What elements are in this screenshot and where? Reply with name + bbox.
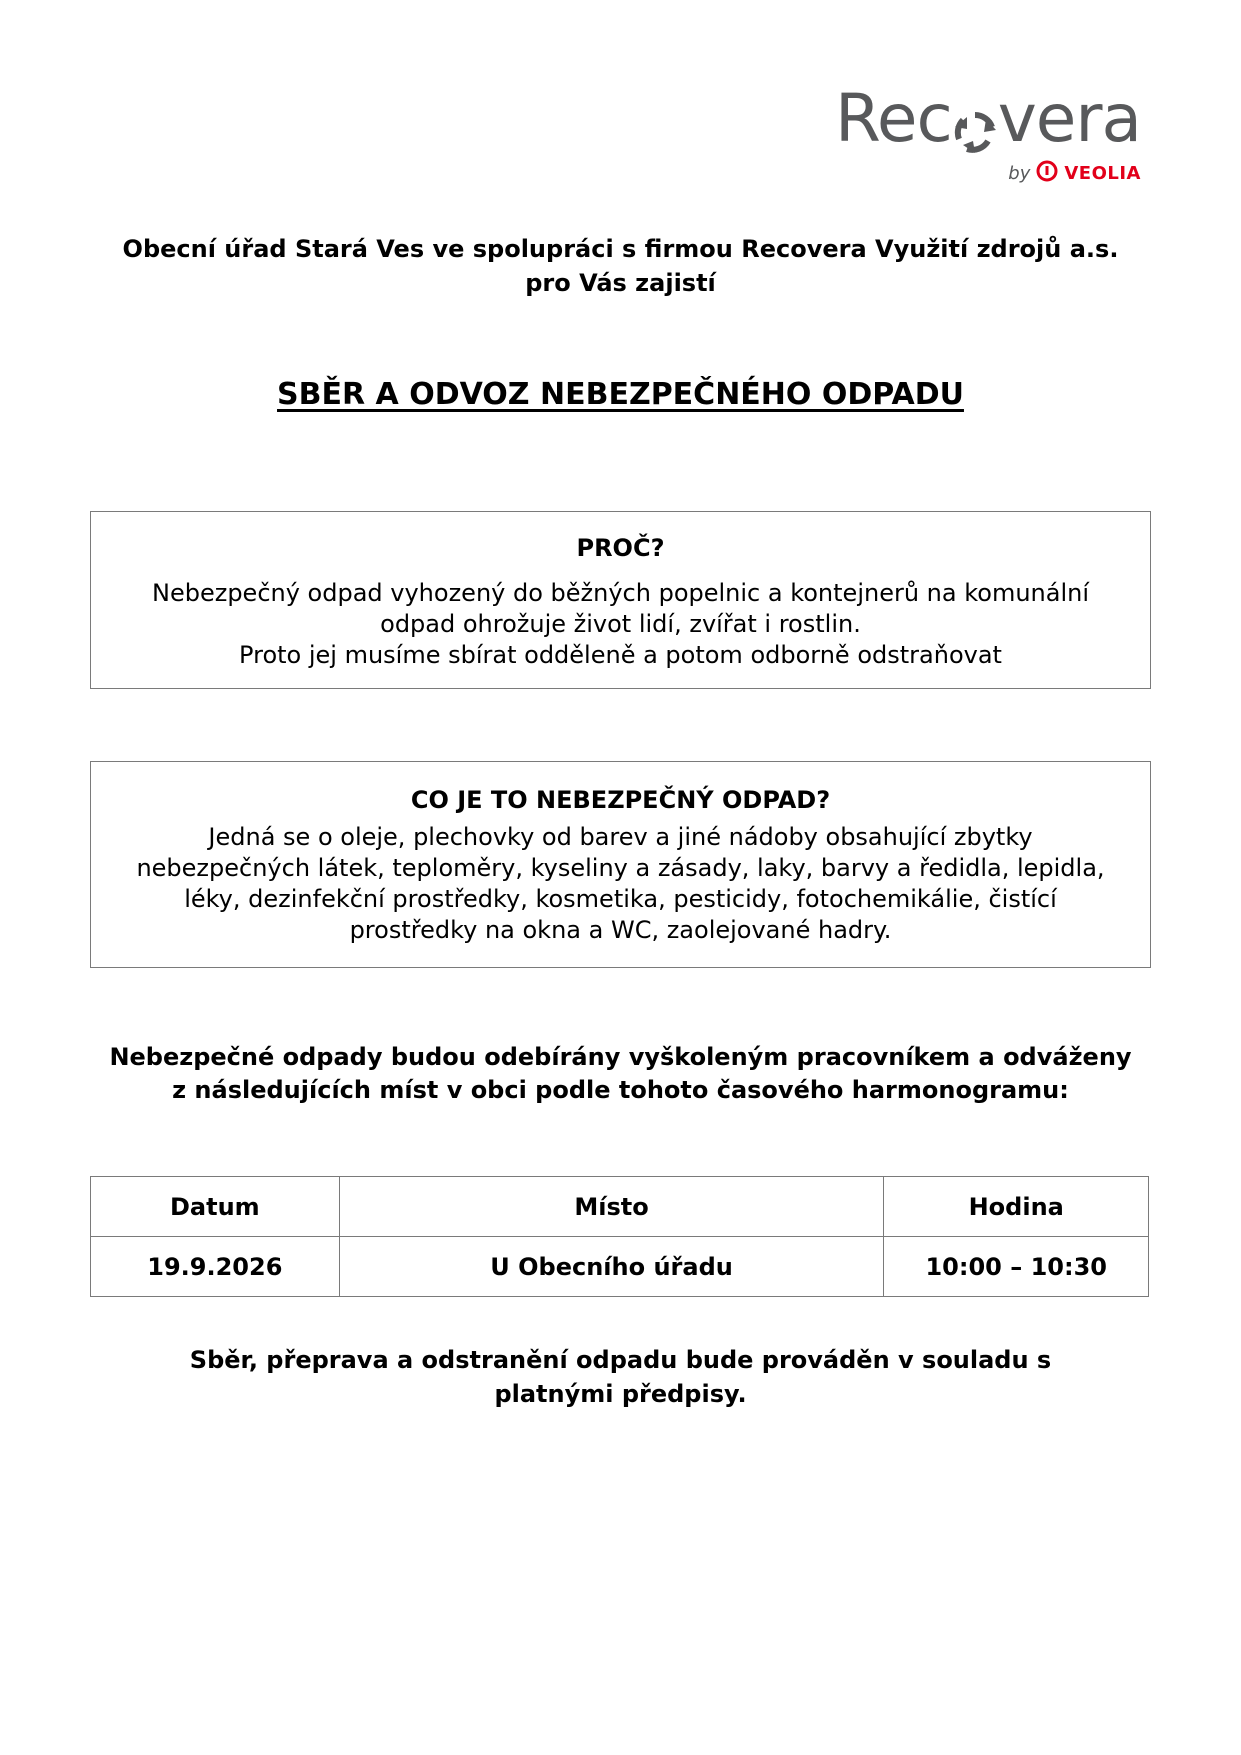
table-header-row: [91, 1177, 1149, 1237]
logo-partner-text: VEOLIA: [1064, 162, 1141, 184]
what-line: prostředky na okna a WC, zaolejované hadry.: [349, 916, 892, 944]
logo-word-end: vera: [997, 80, 1141, 157]
footer-line: Sběr, přeprava a odstranění odpadu bude prováděn v souladu s: [189, 1346, 1052, 1374]
schedule-intro-line: Nebezpečné odpady budou odebírány vyškoleným pracovníkem a odváženy: [109, 1043, 1132, 1071]
recycle-arrows-icon: [953, 100, 997, 144]
header-date: Datum: [91, 1177, 340, 1237]
what-line: Jedná se o oleje, plechovky od barev a jiné nádoby obsahující zbytky: [208, 823, 1033, 851]
cell-hour: 10:00 – 10:30: [884, 1237, 1149, 1297]
logo-by-text: by: [1008, 162, 1031, 184]
cell-date: 19.9.2026: [91, 1237, 340, 1297]
recovera-logo: [781, 80, 1141, 186]
schedule-intro-line: z následujících míst v obci podle tohoto časového harmonogramu:: [172, 1076, 1069, 1104]
why-line: Proto jej musíme sbírat odděleně a potom odborně odstraňovat: [239, 641, 1002, 669]
intro-text: [90, 232, 1151, 300]
why-line: Nebezpečný odpad vyhozený do běžných popelnic a kontejnerů na komunální: [152, 579, 1089, 607]
what-box: [90, 761, 1151, 968]
why-line: odpad ohrožuje život lidí, zvířat i rostlin.: [380, 610, 861, 638]
header-hour: Hodina: [884, 1177, 1149, 1237]
why-text: [91, 578, 1150, 671]
intro-line: pro Vás zajistí: [525, 269, 716, 297]
veolia-icon: [1036, 160, 1058, 186]
footer-line: platnými předpisy.: [494, 1380, 747, 1408]
schedule-intro: [90, 1041, 1151, 1107]
why-box: [90, 511, 1151, 689]
logo-wordmark: [781, 80, 1141, 157]
logo-word-start: Rec: [834, 80, 952, 157]
table-row: [91, 1237, 1149, 1297]
what-line: nebezpečných látek, teploměry, kyseliny a zásady, laky, barvy a ředidla, lepidla,: [136, 854, 1105, 882]
why-heading: PROČ?: [576, 534, 665, 562]
header-place: Místo: [339, 1177, 884, 1237]
logo-byline: [781, 160, 1141, 186]
footer-note: [90, 1343, 1151, 1411]
schedule-table: [90, 1176, 1149, 1297]
intro-line: Obecní úřad Stará Ves ve spolupráci s firmou Recovera Využití zdrojů a.s.: [122, 235, 1119, 263]
page-title: SBĚR A ODVOZ NEBEZPEČNÉHO ODPADU: [277, 377, 964, 412]
cell-place: U Obecního úřadu: [339, 1237, 884, 1297]
what-text: [91, 822, 1150, 946]
what-heading: CO JE TO NEBEZPEČNÝ ODPAD?: [410, 786, 831, 814]
what-line: léky, dezinfekční prostředky, kosmetika, pesticidy, fotochemikálie, čistící: [184, 885, 1057, 913]
